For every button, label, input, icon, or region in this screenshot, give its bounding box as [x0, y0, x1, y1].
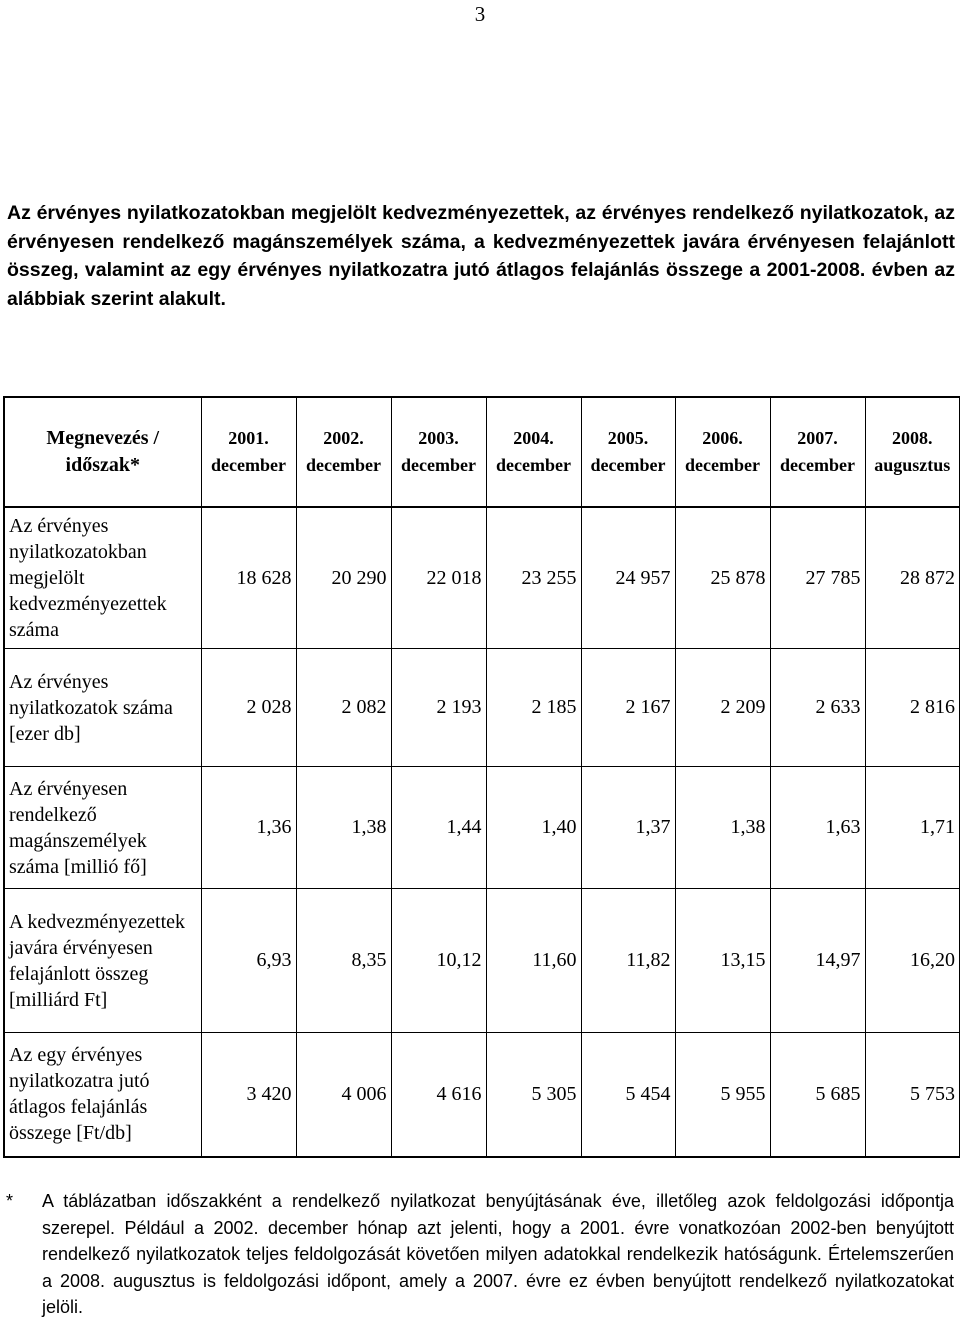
- table-cell: 23 255: [486, 507, 581, 649]
- table-cell: 1,63: [770, 767, 865, 889]
- table-cell: 1,38: [675, 767, 770, 889]
- table-cell: 6,93: [201, 889, 296, 1033]
- table-cell: 2 185: [486, 649, 581, 767]
- table-cell: 20 290: [296, 507, 391, 649]
- column-header: [296, 397, 391, 507]
- page-number: 3: [474, 2, 486, 26]
- column-month: december: [401, 455, 476, 475]
- column-header: [770, 397, 865, 507]
- column-header: [675, 397, 770, 507]
- table-cell: 24 957: [581, 507, 675, 649]
- table-cell: 1,71: [865, 767, 960, 889]
- table-cell: 5 685: [770, 1033, 865, 1157]
- table-cell: 11,60: [486, 889, 581, 1033]
- table-cell: 4 006: [296, 1033, 391, 1157]
- row-label: Az egy érvényes nyilatkozatra jutó átlagos felajánlás összege [Ft/db]: [4, 1033, 201, 1157]
- footnote-marker: *: [6, 1191, 14, 1211]
- column-header: [391, 397, 486, 507]
- column-header: [201, 397, 296, 507]
- table-cell: 28 872: [865, 507, 960, 649]
- row-label: Az érvényes nyilatkozatok száma [ezer db]: [4, 649, 201, 767]
- row-label: Az érvényes nyilatkozatokban megjelölt kedvezményezettek száma: [4, 507, 201, 649]
- row-label: A kedvezményezettek javára érvényesen felajánlott összeg [milliárd Ft]: [4, 889, 201, 1033]
- table-cell: 25 878: [675, 507, 770, 649]
- table-cell: 1,40: [486, 767, 581, 889]
- table-cell: 2 633: [770, 649, 865, 767]
- column-month: december: [780, 455, 855, 475]
- table-cell: 1,36: [201, 767, 296, 889]
- column-month: december: [590, 455, 666, 475]
- column-year: 2001.: [228, 428, 269, 448]
- table-cell: 13,15: [675, 889, 770, 1033]
- table-cell: 1,37: [581, 767, 675, 889]
- table-cell: 2 193: [391, 649, 486, 767]
- table-cell: 10,12: [391, 889, 486, 1033]
- table-cell: 3 420: [201, 1033, 296, 1157]
- table-cell: 16,20: [865, 889, 960, 1033]
- column-year: 2006.: [702, 428, 743, 448]
- column-header: [486, 397, 581, 507]
- table-cell: 1,38: [296, 767, 391, 889]
- table-cell: 2 816: [865, 649, 960, 767]
- statistics-table: [3, 396, 960, 1158]
- table-cell: 5 955: [675, 1033, 770, 1157]
- table-cell: 18 628: [201, 507, 296, 649]
- table-row: [4, 767, 960, 889]
- column-month: december: [685, 455, 760, 475]
- table-row: [4, 649, 960, 767]
- table-cell: 14,97: [770, 889, 865, 1033]
- column-year: 2008.: [892, 428, 933, 448]
- section-heading: Az érvényes nyilatkozatokban megjelölt kedvezményezettek, az érvényes rendelkező nyilatkozatok, az érvényesen rendelkező magánszemélyek száma, a kedvezményezettek javára érvényesen felajánlott összeg, valamint az egy érvényes nyilatkozatra jutó átlagos felajánlás összege a 2001-2008. évben az alábbiak szerint alakult.: [7, 202, 955, 310]
- column-year: 2003.: [418, 428, 459, 448]
- column-month: augusztus: [874, 455, 951, 475]
- column-year: 2007.: [797, 428, 838, 448]
- table-cell: 8,35: [296, 889, 391, 1033]
- table-row: [4, 507, 960, 649]
- footnote-text: A táblázatban időszakként a rendelkező nyilatkozat benyújtásának éve, illetőleg azok feldolgozási időpontja szerepel. Például a 2002. december hónap azt jelenti, hogy a 2001. évre vonatkozóan 2002-ben benyújtott rendelkező nyilatkozatok teljes feldolgozását követően milyen adatokkal rendelkezik hatóságunk. Értelemszerűen a 2008. augusztus is feldolgozási időpont, amely a 2007. évre ez évben benyújtott rendelkező nyilatkozatokat jelöli.: [42, 1191, 954, 1317]
- table-cell: 5 305: [486, 1033, 581, 1157]
- table-cell: 4 616: [391, 1033, 486, 1157]
- column-month: december: [496, 455, 571, 475]
- row-label: Az érvényesen rendelkező magánszemélyek száma [millió fő]: [4, 767, 201, 889]
- column-month: december: [306, 455, 381, 475]
- table-cell: 27 785: [770, 507, 865, 649]
- table-cell: 2 209: [675, 649, 770, 767]
- table-cell: 2 082: [296, 649, 391, 767]
- table-cell: 5 454: [581, 1033, 675, 1157]
- table-cell: 2 167: [581, 649, 675, 767]
- column-header: [581, 397, 675, 507]
- column-year: 2005.: [607, 428, 649, 448]
- table-header-row: [4, 397, 960, 507]
- column-header: [865, 397, 960, 507]
- table-cell: 11,82: [581, 889, 675, 1033]
- header-label-cell: Megnevezés / időszak*: [4, 397, 201, 507]
- table-cell: 5 753: [865, 1033, 960, 1157]
- footnote: [0, 1188, 960, 1321]
- column-month: december: [211, 455, 286, 475]
- table-row: [4, 889, 960, 1033]
- column-year: 2004.: [513, 428, 554, 448]
- column-year: 2002.: [323, 428, 364, 448]
- table-row: [4, 1033, 960, 1157]
- table-cell: 1,44: [391, 767, 486, 889]
- table-cell: 22 018: [391, 507, 486, 649]
- table-cell: 2 028: [201, 649, 296, 767]
